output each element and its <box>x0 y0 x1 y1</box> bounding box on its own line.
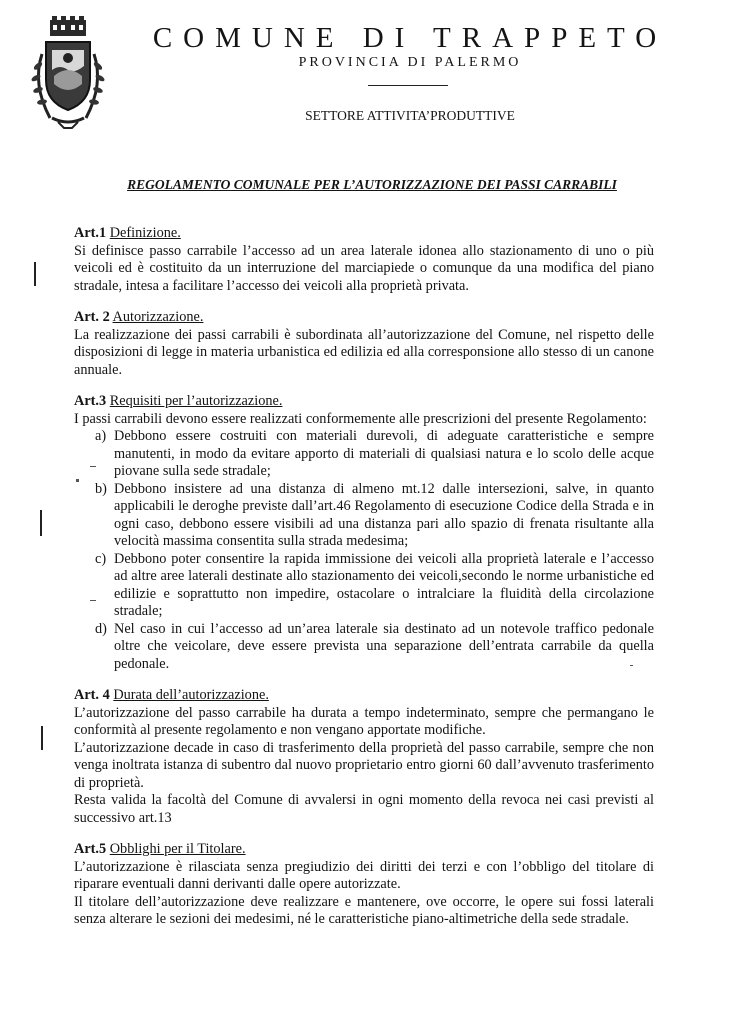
list-item-text: Nel caso in cui l’accesso ad un’area laterale sia destinato ad un notevole traffico pedonale oltre che veicolare, deve essere prevista una separazione dell’entrata carrabile da quella pedonale. <box>114 620 654 672</box>
article-paragraph: L’autorizzazione decade in caso di trasferimento della proprietà del passo carrabile, sempre che non venga inoltrata istanza di subentro dal nuovo proprietario entro giorni 60 dall’avvenuto trasferimento di proprietà. <box>74 739 654 791</box>
article-heading <box>74 393 654 411</box>
municipal-crest-emblem <box>28 14 108 132</box>
list-item-letter: b) <box>95 480 107 497</box>
list-item <box>74 428 654 481</box>
article-intro: I passi carrabili devono essere realizzati conformemente alle prescrizioni del presente Regolamento: <box>74 410 647 427</box>
article-title: Autorizzazione. <box>112 309 204 325</box>
scan-speck <box>630 665 633 666</box>
scan-margin-mark <box>34 262 36 286</box>
article-title: Durata dell’autorizzazione. <box>113 687 269 703</box>
article-title: Obblighi per il Titolare. <box>109 841 246 857</box>
article-heading <box>74 687 654 705</box>
province-name: PROVINCIA DI PALERMO <box>298 55 522 70</box>
scan-speck <box>76 479 79 482</box>
article-heading <box>74 841 654 859</box>
article-paragraph: Si definisce passo carrabile l’accesso ad un area laterale idonea allo stazionamento di uno o più veicoli ed è costituito da un interruzione del marciapiede o comunque da una modifica del piano stradale, intesa a facilitare l’accesso dei veicoli alla proprietà privata. <box>74 242 654 294</box>
scan-speck <box>90 600 96 601</box>
document-title: REGOLAMENTO COMUNALE PER L’AUTORIZZAZIONE DEI PASSI CARRABILI <box>127 177 617 192</box>
list-item-text: Debbono insistere ad una distanza di almeno mt.12 dalle intersezioni, salve, in quanto applicabili le deroghe previste dall’art.46 Regolamento di esecuzione Codice della Strada e in ogni caso, debbono essere visibili ad una distanza pari allo spazio di frenata risultante alla velocità massima consentita sulla strada medesima; <box>114 480 654 549</box>
article-number: Art.3 <box>74 393 107 409</box>
list-item <box>74 551 654 621</box>
regulation-body <box>74 225 654 943</box>
article-title: Requisiti per l’autorizzazione. <box>109 393 283 409</box>
article-number: Art.5 <box>74 841 107 857</box>
article-title: Definizione. <box>109 225 181 241</box>
article-paragraph: L’autorizzazione è rilasciata senza pregiudizio dei diritti dei terzi e con l’obbligo del titolare di riparare eventuali danni derivanti dalle opere autorizzate. <box>74 858 654 892</box>
article-number: Art. 2 <box>74 309 110 325</box>
article-paragraph: Resta valida la facoltà del Comune di avvalersi in ogni momento della revoca nei casi previsti al successivo art.13 <box>74 792 654 826</box>
list-item-letter: d) <box>95 620 107 637</box>
scan-speck <box>90 466 96 467</box>
scan-margin-mark <box>40 510 42 536</box>
article-3 <box>74 393 654 673</box>
article-paragraph: L’autorizzazione del passo carrabile ha durata a tempo indeterminato, sempre che permangano le conformità al presente regolamento e non vengano apportate modifiche. <box>74 704 654 738</box>
header-divider <box>368 85 448 86</box>
list-item-text: Debbono poter consentire la rapida immissione dei veicoli alla proprietà laterale e l’accesso ad altre aree laterali destinate allo stazionamento dei veicoli,secondo le norme urbanistiche ed edilizie e soprattutto non impedire, ostacolare o intralciare la fluidità della circolazione stradale; <box>114 550 654 619</box>
article-heading <box>74 309 654 327</box>
scan-margin-mark <box>41 726 43 750</box>
list-item-text: Debbono essere costruiti con materiali durevoli, di adeguate caratteristiche e sempre manutenti, in modo da evitare apporto di materiali di qualsiasi natura e lo scolo delle acque piovane sulla sede stradale; <box>114 428 654 479</box>
department-name: SETTORE ATTIVITA’PRODUTTIVE <box>305 108 515 123</box>
list-item-letter: a) <box>95 428 107 444</box>
article-4 <box>74 687 654 827</box>
requirements-list <box>74 428 654 673</box>
article-number: Art. 4 <box>74 687 110 703</box>
article-5 <box>74 841 654 929</box>
article-number: Art.1 <box>74 225 107 241</box>
article-paragraph: La realizzazione dei passi carrabili è subordinata all’autorizzazione del Comune, nel rispetto delle disposizioni di legge in materia urbanistica ed edilizia ed alla corresponsione allo stesso di un canone annuale. <box>74 326 654 378</box>
list-item <box>74 621 654 674</box>
list-item <box>74 481 654 551</box>
list-item-letter: c) <box>95 550 107 567</box>
article-1 <box>74 225 654 295</box>
article-heading <box>74 225 654 243</box>
article-paragraph: Il titolare dell’autorizzazione deve realizzare e mantenere, ove occorre, le opere sui fossi laterali senza alterare le sezioni dei medesimi, né le caratteristiche piano-altimetriche della sede stradale. <box>74 893 654 927</box>
municipality-name: COMUNE DI TRAPPETO <box>152 22 668 54</box>
article-2 <box>74 309 654 379</box>
